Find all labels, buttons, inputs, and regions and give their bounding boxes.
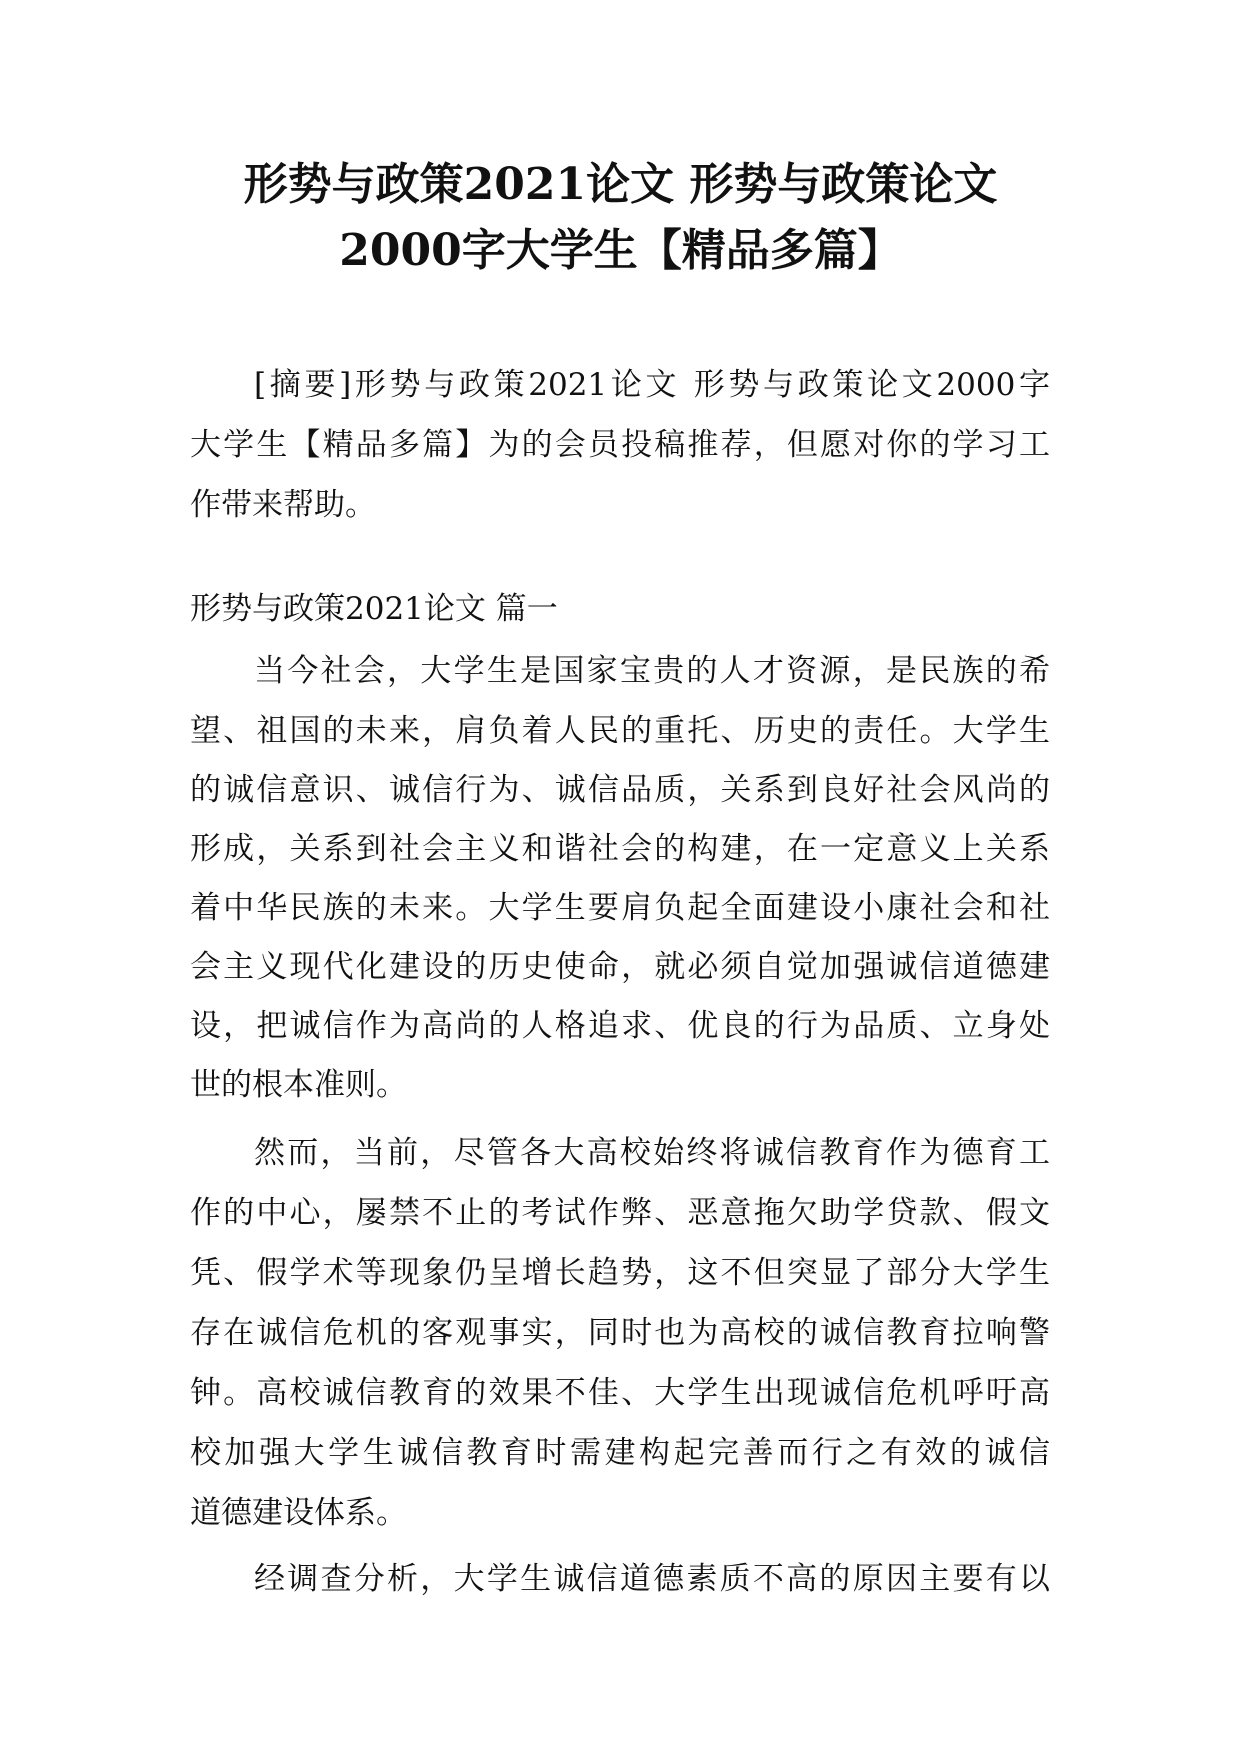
paragraph-1-line: 会主义现代化建设的历史使命，就必须自觉加强诚信道德建 — [190, 949, 1050, 985]
paragraph-2-line: 校加强大学生诚信教育时需建构起完善而行之有效的诚信 — [190, 1435, 1050, 1471]
paragraph-1-line: 望、祖国的未来，肩负着人民的重托、历史的责任。大学生 — [190, 713, 1050, 749]
paragraph-2-line: 钟。高校诚信教育的效果不佳、大学生出现诚信危机呼吁高 — [190, 1375, 1050, 1411]
paragraph-2-line: 道德建设体系。 — [190, 1495, 407, 1531]
section-heading: 形势与政策2021论文 篇一 — [190, 591, 558, 627]
paragraph-1-line: 着中华民族的未来。大学生要肩负起全面建设小康社会和社 — [190, 890, 1050, 926]
abstract-line: 作带来帮助。 — [190, 487, 376, 523]
paragraph-2-line: 作的中心，屡禁不止的考试作弊、恶意拖欠助学贷款、假文 — [190, 1195, 1050, 1231]
paragraph-1-line: 设，把诚信作为高尚的人格追求、优良的行为品质、立身处 — [190, 1008, 1050, 1044]
document-title-line-1: 形势与政策2021论文 形势与政策论文 — [243, 159, 998, 210]
paragraph-1-line: 的诚信意识、诚信行为、诚信品质，关系到良好社会风尚的 — [190, 772, 1050, 808]
paragraph-3-line: 经调查分析，大学生诚信道德素质不高的原因主要有以 — [254, 1561, 1050, 1597]
document-title-line-2: 2000字大学生【精品多篇】 — [339, 225, 902, 276]
abstract-line: 大学生【精品多篇】为的会员投稿推荐，但愿对你的学习工 — [190, 427, 1050, 463]
paragraph-1-line: 当今社会，大学生是国家宝贵的人才资源，是民族的希 — [254, 653, 1050, 689]
paragraph-2-line: 凭、假学术等现象仍呈增长趋势，这不但突显了部分大学生 — [190, 1255, 1050, 1291]
paragraph-1-line: 世的根本准则。 — [190, 1067, 407, 1103]
abstract-line: [摘要]形势与政策2021论文 形势与政策论文2000字 — [254, 367, 1050, 403]
paragraph-2-line: 存在诚信危机的客观事实，同时也为高校的诚信教育拉响警 — [190, 1315, 1050, 1351]
paragraph-2-line: 然而，当前，尽管各大高校始终将诚信教育作为德育工 — [254, 1135, 1050, 1171]
paragraph-1-line: 形成，关系到社会主义和谐社会的构建，在一定意义上关系 — [190, 831, 1050, 867]
